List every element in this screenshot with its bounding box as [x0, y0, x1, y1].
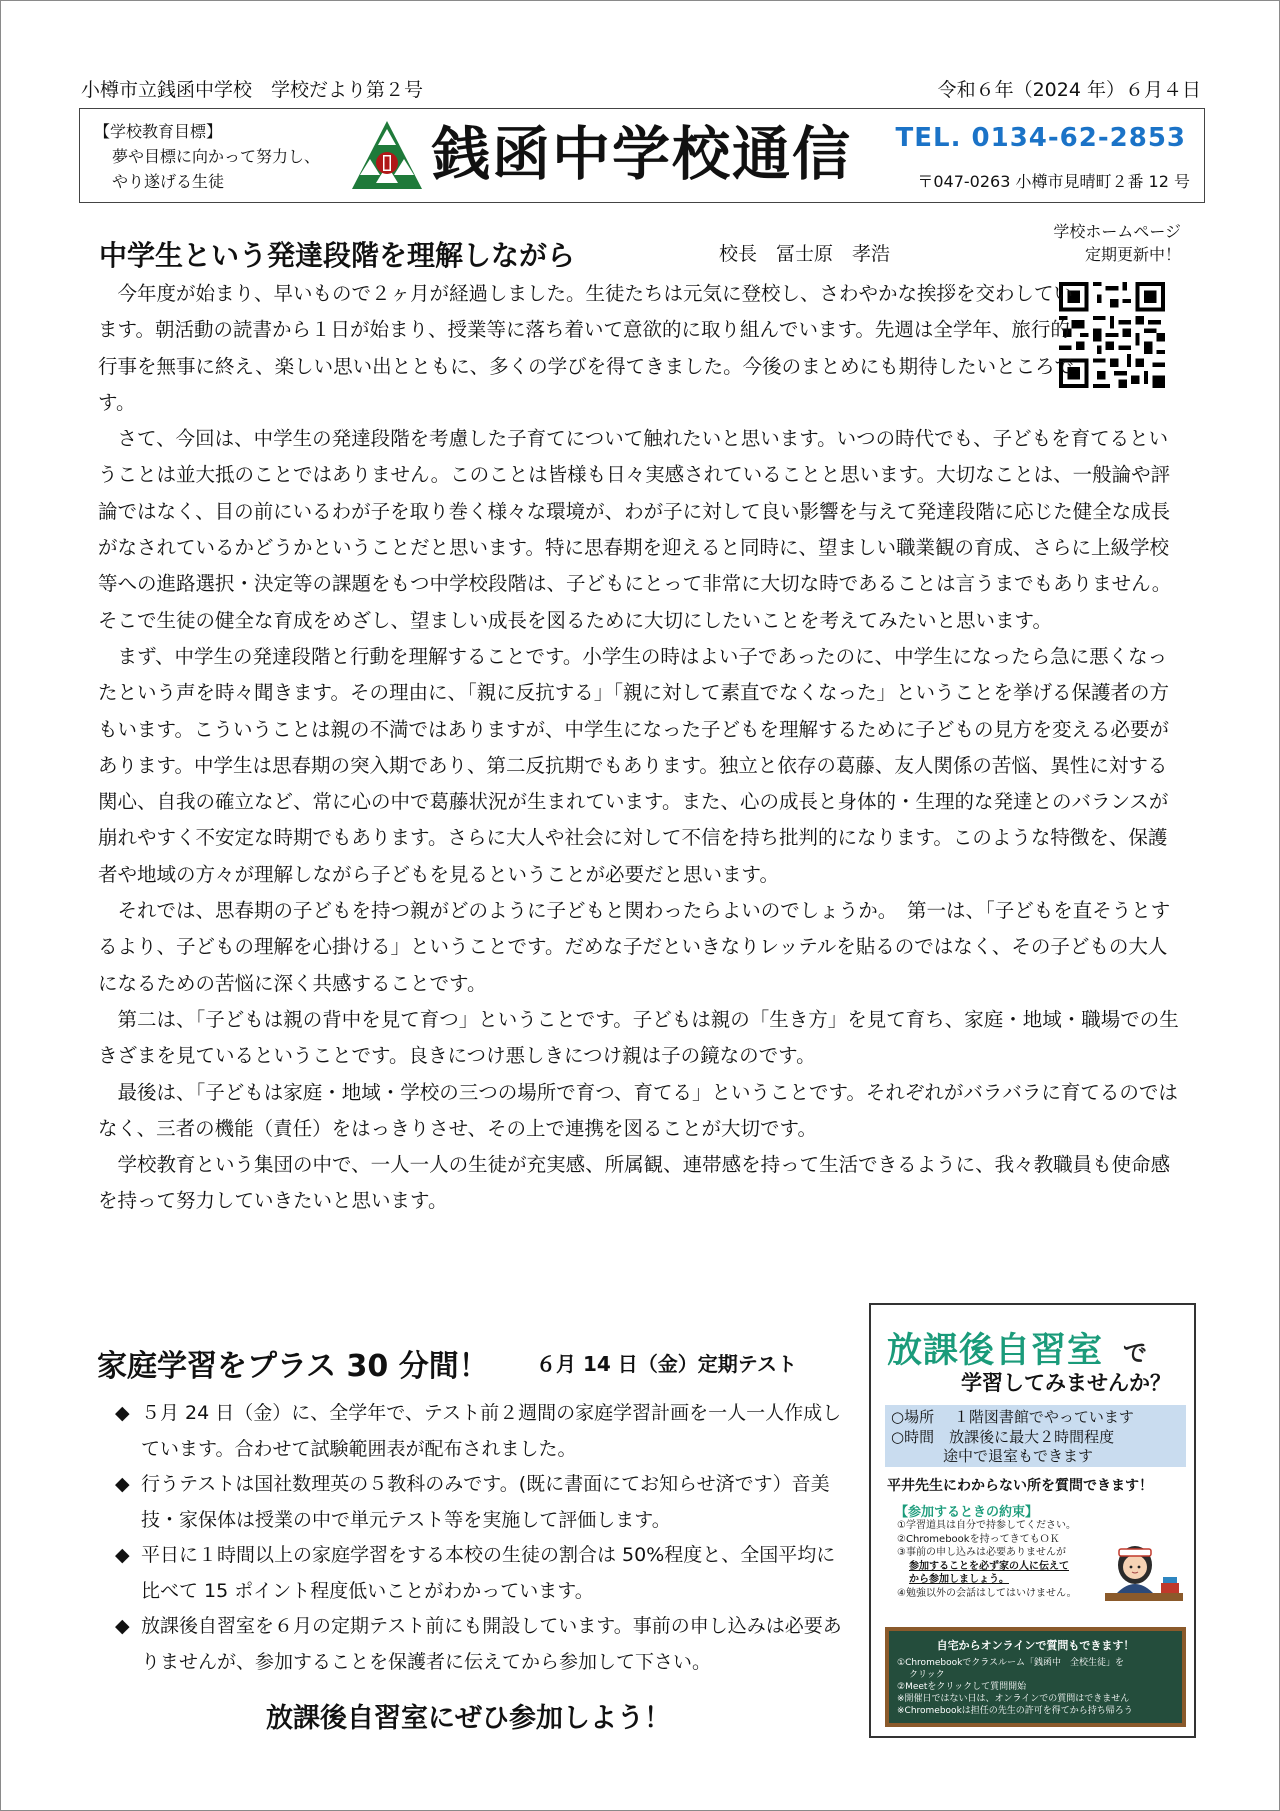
diamond-bullet-icon: ◆: [115, 1402, 130, 1424]
list-item: [115, 1538, 850, 1609]
rule-item: ③事前の申し込みは必要ありませんが: [897, 1547, 1066, 1558]
goal-label: 【学校教育目標】: [94, 122, 223, 141]
article-paragraph: まず、中学生の発達段階と行動を理解することです。小学生の時はよい子であったのに、中学生になったら急に悪くなったという声を時々聞きます。その理由に、「親に反抗する」「親に対して素直でなくなった」ということを挙げる保護者の方もいます。こういうことは親の不満ではありますが、中学生になった子どもを理解するために子どもの見方を変える必要があります。中学生は思春期の突入期であり、第二反抗期でもあります。独立と依存の葛藤、友人関係の苦悩、異性に対する関心、自我の確立など、常に心の中で葛藤状況が生まれています。また、心の成長と身体的・生理的な発達とのバランスが崩れやすく不安定な時期でもあります。さらに大人や社会に対して不信を持ち批判的になります。このような特徴を、保護者や地域の方々が理解しながら子どもを見るということが必要だと思います。: [98, 644, 1169, 886]
list-item-text: 放課後自習室を６月の定期テスト前にも開設しています。事前の申し込みは必要ありませんが、参加することを保護者に伝えてから参加して下さい。: [141, 1615, 842, 1673]
issue-date: 令和６年（2024 年）６月４日: [937, 79, 1201, 101]
board-line: クリック: [909, 1670, 945, 1680]
poster-rules-heading: 【参加するときの約束】: [895, 1505, 1039, 1520]
poster-title: 放課後自習室: [887, 1331, 1104, 1371]
poster-rules: [897, 1519, 1097, 1600]
masthead: [79, 108, 1205, 203]
board-heading: 自宅からオンラインで質問もできます！: [936, 1639, 1135, 1652]
rule-item: ①学習道具は自分で持参してください。: [897, 1520, 1076, 1531]
poster-time: ○時間 放課後に最大２時間程度: [891, 1427, 1115, 1446]
article-paragraph: 今年度が始まり、早いもので２ヶ月が経過しました。生徒たちは元気に登校し、さわやかな挨拶を交わしています。朝活動の読書から１日が始まり、授業等に落ち着いて意欲的に取り組んでいます。先週は全学年、旅行的行事を無事に終え、楽しい思い出とともに、多くの学びを得てきました。今後のまとめにも期待したいところです。: [98, 282, 1074, 414]
article-author: 校長 冨士原 孝浩: [719, 243, 891, 265]
article-body: [98, 276, 1186, 1220]
rule-item: ④勉強以外の会話はしてはいけません。: [897, 1587, 1077, 1599]
list-item: [115, 1609, 850, 1680]
poster-teacher-note: 平井先生にわからない所を質問できます！: [887, 1478, 1153, 1494]
study-bullet-list: [115, 1396, 850, 1680]
phone-number: TEL. 0134-62-2853: [895, 123, 1186, 153]
list-item: [115, 1396, 850, 1467]
board-line: ①Chromebookでクラスルーム「銭函中 全校生徒」を: [897, 1658, 1125, 1668]
homepage-note-line-2: 定期更新中！: [1084, 245, 1181, 264]
call-to-action: 放課後自習室にぜひ参加しよう！: [266, 1703, 671, 1734]
study-room-poster: [869, 1303, 1196, 1738]
school-emblem-icon: [350, 119, 424, 195]
issue-label: 小樽市立銭函中学校 学校だより第２号: [81, 79, 424, 101]
diamond-bullet-icon: ◆: [115, 1544, 130, 1566]
diamond-bullet-icon: ◆: [115, 1615, 130, 1637]
rule-item: から参加しましょう。: [909, 1574, 1009, 1585]
article-paragraph: さて、今回は、中学生の発達段階を考慮した子育てについて触れたいと思います。いつの時代でも、子どもを育てるということは並大抵のことではありません。このことは皆様も日々実感されていることと思います。大切なことは、一般論や評論ではなく、目の前にいるわが子を取り巻く様々な環境が、わが子に対して良い影響を与えて発達段階に応じた健全な成長がなされているかどうかということだと思います。特に思春期を迎えると同時に、望ましい職業観の育成、さらに上級学校等への進路選択・決定等の課題をもつ中学校段階は、子どもにとって非常に大切な時であることは言うまでもありません。そこで生徒の健全な育成をめざし、望ましい成長を図るために大切にしたいことを考えてみたいと思います。: [98, 427, 1172, 632]
list-item-text: 平日に１時間以上の家庭学習をする本校の生徒の割合は 50%程度と、全国平均に比べて 15 ポイント程度低いことがわかっています。: [141, 1544, 836, 1602]
article-paragraph: 最後は、「子どもは家庭・地域・学校の三つの場所で育つ、育てる」ということです。それぞれがバラバラに育てるのではなく、三者の機能（責任）をはっきりさせ、その上で連携を図ることが大切です。: [98, 1080, 1178, 1140]
board-line: ※Chromebookは担任の先生の許可を得てから持ち帰ろう: [897, 1706, 1133, 1716]
diamond-bullet-icon: ◆: [115, 1473, 130, 1495]
test-date-note: ６月 14 日（金）定期テスト: [536, 1352, 797, 1376]
rule-item: 参加することを必ず家の人に伝えて: [909, 1560, 1069, 1572]
article-paragraph: 学校教育という集団の中で、一人一人の生徒が充実感、所属観、連帯感を持って生活できるように、我々教職員も使命感を持って努力していきたいと思います。: [98, 1153, 1171, 1213]
poster-info-box: [885, 1405, 1186, 1467]
poster-title-suffix: で: [1123, 1339, 1147, 1367]
board-line: ②Meetをクリックして質問開始: [897, 1682, 1027, 1692]
board-line: ※開催日ではない日は、オンラインでの質問はできません: [897, 1694, 1130, 1704]
school-address: 〒047-0263 小樽市見晴町２番 12 号: [917, 172, 1190, 191]
goal-line-1: 夢や目標に向かって努力し、: [112, 147, 321, 166]
studying-student-icon: [1101, 1537, 1187, 1617]
list-item-text: 行うテストは国社数理英の５教科のみです。(既に書面にてお知らせ済です）音美技・家保体は授業の中で単元テスト等を実施して評価します。: [141, 1473, 830, 1531]
newsletter-title: 銭函中学校通信: [432, 120, 853, 188]
poster-time-note: 途中で退室もできます: [943, 1447, 1094, 1465]
article-heading: 中学生という発達段階を理解しながら: [99, 239, 576, 272]
online-question-board: [885, 1627, 1186, 1727]
study-heading: 家庭学習をプラス 30 分間！: [97, 1349, 489, 1384]
list-item: [115, 1467, 850, 1538]
homepage-note-line-1: 学校ホームページ: [1053, 222, 1181, 241]
poster-subtitle: 学習してみませんか？: [961, 1371, 1171, 1395]
school-goal: [94, 119, 320, 194]
rule-item: ②Chromebookを持ってきてもＯＫ: [897, 1533, 1060, 1545]
goal-line-2: やり遂げる生徒: [112, 172, 225, 191]
article-paragraph: 第二は、「子どもは親の背中を見て育つ」ということです。子どもは親の「生き方」を見て育ち、家庭・地域・職場での生きざまを見ているということです。良きにつけ悪しきにつけ親は子の鏡なのです。: [98, 1007, 1179, 1068]
article-paragraph: それでは、思春期の子どもを持つ親がどのように子どもと関わったらよいのでしょうか。 第一は、「子どもを直そうとするより、子どもの理解を心掛ける」ということです。だめな子だといきなりレッテルを貼るのではなく、その子どもの大人になるための苦悩に深く共感することです。: [98, 899, 1171, 995]
poster-place: ○場所 １階図書館でやっています: [891, 1408, 1134, 1426]
homepage-note: [1053, 220, 1181, 266]
list-item-text: ５月 24 日（金）に、全学年で、テスト前２週間の家庭学習計画を一人一人作成しています。合わせて試験範囲表が配布されました。: [141, 1402, 842, 1460]
